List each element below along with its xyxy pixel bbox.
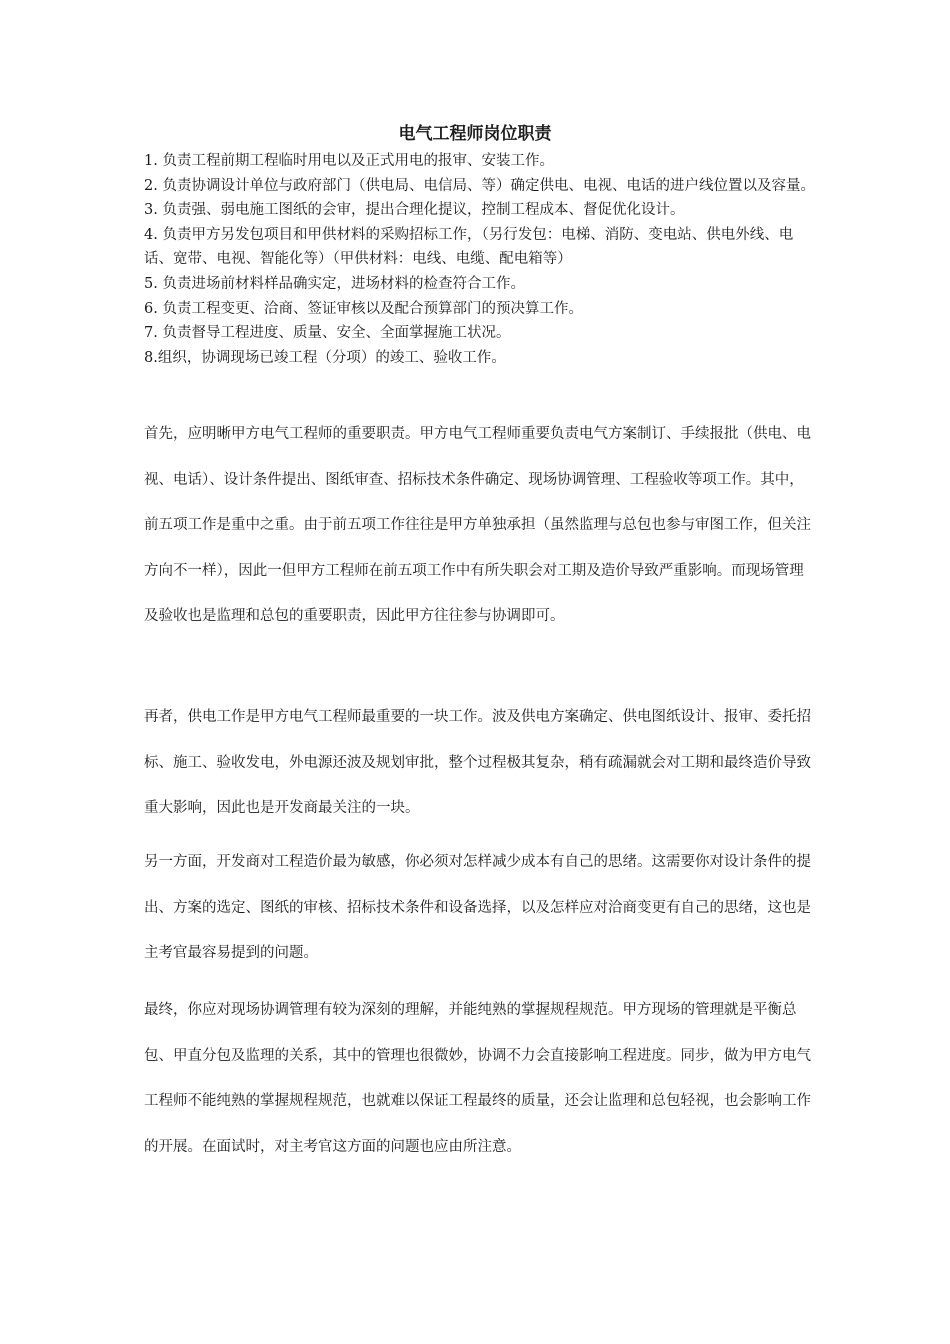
body-paragraph-2: 再者，供电工作是甲方电气工程师最重要的一块工作。波及供电方案确定、供电图纸设计、报审、委托招标、施工、验收发电，外电源还波及规划审批，整个过程极其复杂，稍有疏漏就会对工期和最终造价导致重大影响，因此也是开发商最关注的一块。 bbox=[144, 709, 811, 817]
duty-item-1: 1. 负责工程前期工程临时用电以及正式用电的报审、安装工作。 bbox=[144, 153, 554, 169]
body-paragraph-1: 首先，应明晰甲方电气工程师的重要职责。甲方电气工程师重要负责电气方案制订、手续报批（供电、电视、电话）、设计条件提出、图纸审查、招标技术条件确定、现场协调管理、工程验收等项工作。其中，前五项工作是重中之重。由于前五项工作往往是甲方单独承担（虽然监理与总包也参与审图工作，但关注方向不一样），因此一但甲方工程师在前五项工作中有所失职会对工期及造价导致严重影响。而现场管理及验收也是监理和总包的重要职责，因此甲方往往参与协调即可。 bbox=[144, 426, 811, 625]
duty-list bbox=[144, 149, 816, 370]
duty-item-3: 3. 负责强、弱电施工图纸的会审，提出合理化提议，控制工程成本、督促优化设计。 bbox=[144, 202, 685, 219]
body-paragraph-4: 最终，你应对现场协调管理有较为深刻的理解，并能纯熟的掌握规程规范。甲方现场的管理就是平衡总包、甲直分包及监理的关系，其中的管理也很微妙，协调不力会直接影响工程进度。同步，做为甲方电气工程师不能纯熟的掌握规程规范，也就难以保证工程最终的质量，还会让监理和总包轻视，也会影响工作的开展。在面试时，对主考官这方面的问题也应由所注意。 bbox=[144, 1002, 811, 1155]
duty-item-8: 8.组织，协调现场已竣工程（分项）的竣工、验收工作。 bbox=[144, 349, 506, 366]
duty-item-7: 7. 负责督导工程进度、质量、安全、全面掌握施工状况。 bbox=[144, 325, 511, 342]
document-title: 电气工程师岗位职责 bbox=[398, 124, 552, 144]
duty-item-2: 2. 负责协调设计单位与政府部门（供电局、电信局、等）确定供电、电视、电话的进户线位置以及容量。 bbox=[144, 177, 815, 194]
duty-item-5: 5. 负责进场前材料样品确实定，进场材料的检查符合工作。 bbox=[144, 275, 525, 292]
duty-item-4: 4. 负责甲方另发包项目和甲供材料的采购招标工作，（另行发包：电梯、消防、变电站、供电外线、电话、宽带、电视、智能化等）（甲供材料：电线、电缆、配电箱等） bbox=[144, 226, 794, 268]
duty-item-6: 6. 负责工程变更、洽商、签证审核以及配合预算部门的预决算工作。 bbox=[144, 300, 583, 317]
body-paragraph-3: 另一方面，开发商对工程造价最为敏感，你必须对怎样减少成本有自己的思绪。这需要你对设计条件的提出、方案的选定、图纸的审核、招标技术条件和设备选择，以及怎样应对洽商变更有自己的思绪，这也是主考官最容易提到的问题。 bbox=[144, 854, 811, 962]
